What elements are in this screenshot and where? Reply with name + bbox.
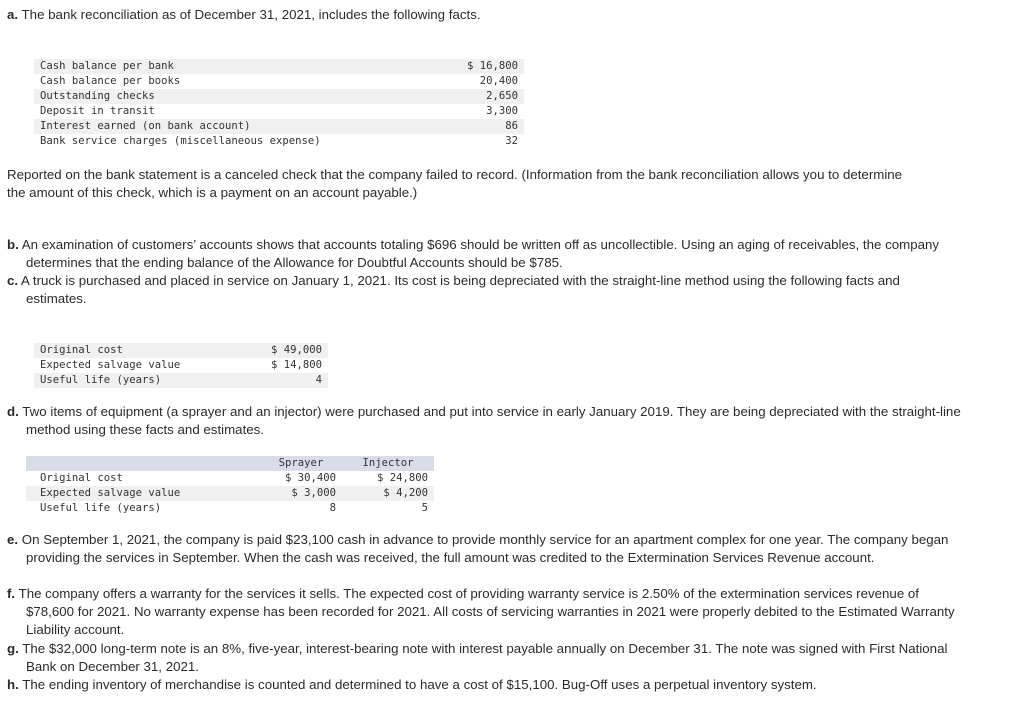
part-c-label: c.	[7, 273, 19, 288]
part-f-item	[7, 585, 961, 639]
part-a-note: Reported on the bank statement is a canceled check that the company failed to record. (Information from the bank reconciliation allows you to determine the amount of this check, which is a payment on an account payable.)	[7, 167, 903, 200]
part-c-text: A truck is purchased and placed in service on January 1, 2021. Its cost is being depreciated with the straight-line method using the following facts and estimates.	[18, 273, 900, 306]
part-e-text: On September 1, 2021, the company is paid $23,100 cash in advance to provide monthly service for an apartment complex for one year. The company began providing the services in September. When the cash was received, the full amount was credited to the Extermination Services Revenue account.	[18, 532, 949, 565]
part-g-text: The $32,000 long-term note is an 8%, five-year, interest-bearing note with interest payable annually on December 31. The note was signed with First National Bank on December 31, 2021.	[18, 641, 948, 674]
table-row	[34, 89, 524, 104]
injector-value: 5	[421, 502, 428, 514]
table-row	[34, 104, 524, 119]
row-value: 2,650	[454, 89, 524, 104]
part-a-text: The bank reconciliation as of December 31, 2021, includes the following facts.	[18, 7, 481, 22]
row-label: Interest earned (on bank account)	[34, 119, 454, 134]
row-value: $ 49,000	[244, 343, 328, 358]
row-label: Cash balance per books	[40, 75, 181, 87]
sprayer-value: $ 3,000	[260, 486, 342, 501]
part-g-item	[7, 640, 961, 676]
column-header-sprayer: Sprayer	[260, 456, 342, 471]
part-c-item	[7, 272, 961, 308]
row-value: 4	[244, 373, 328, 388]
row-value: 32	[505, 135, 518, 147]
row-value: $ 16,800	[454, 59, 524, 74]
part-h-text: The ending inventory of merchandise is counted and determined to have a cost of $15,100. Bug-Off uses a perpetual inventory system.	[18, 677, 817, 692]
row-label: Outstanding checks	[34, 89, 454, 104]
table-row	[34, 358, 328, 373]
part-e-item	[7, 531, 961, 567]
equipment-facts-table	[26, 456, 434, 516]
part-a-intro	[7, 6, 1012, 24]
part-b-text: An examination of customers’ accounts shows that accounts totaling $696 should be written off as uncollectible. Using an aging of receivables, the company determines that the ending balance of the Allowance for Doubtful Accounts should be $785.	[18, 237, 940, 270]
row-label: Original cost	[40, 472, 123, 484]
table-row	[26, 486, 434, 501]
table-row	[34, 134, 524, 149]
row-value: 3,300	[486, 105, 518, 117]
row-value: 20,400	[479, 75, 518, 87]
table-header-row	[26, 456, 434, 471]
header-blank	[26, 456, 260, 471]
row-value: 86	[454, 119, 524, 134]
part-d-text: Two items of equipment (a sprayer and an injector) were purchased and put into service in early January 2019. They are being depreciated with the straight-line method using these facts and estimates.	[18, 404, 961, 437]
part-b-label: b.	[7, 237, 19, 252]
row-label: Original cost	[34, 343, 244, 358]
part-b-item	[7, 236, 961, 272]
table-row	[26, 501, 434, 516]
row-label: Expected salvage value	[40, 359, 181, 371]
row-label: Bank service charges (miscellaneous expense)	[40, 135, 321, 147]
injector-value: $ 4,200	[342, 486, 434, 501]
row-label: Expected salvage value	[26, 486, 260, 501]
injector-value: $ 24,800	[376, 472, 428, 484]
row-label: Useful life (years)	[34, 373, 244, 388]
column-header-injector: Injector	[342, 456, 434, 471]
part-g-label: g.	[7, 641, 19, 656]
part-h-item	[7, 676, 961, 694]
part-a-label: a.	[7, 7, 19, 22]
sprayer-value: $ 30,400	[284, 472, 336, 484]
row-value: $ 14,800	[270, 359, 322, 371]
table-row	[34, 119, 524, 134]
part-f-label: f.	[7, 586, 16, 601]
row-label: Useful life (years)	[40, 502, 162, 514]
bank-reconciliation-table	[34, 59, 524, 149]
part-d-label: d.	[7, 404, 19, 419]
table-row	[26, 471, 434, 486]
table-row	[34, 59, 524, 74]
part-f-text: The company offers a warranty for the services it sells. The expected cost of providing warranty service is 2.50% of the extermination services revenue of $78,600 for 2021. No warranty expense has been recorded for 2021. All costs of servicing warranties in 2021 were properly debited to the Estimated Warranty Liability account.	[15, 586, 955, 637]
table-row	[34, 343, 328, 358]
part-e-label: e.	[7, 532, 19, 547]
table-row	[34, 74, 524, 89]
sprayer-value: 8	[329, 502, 336, 514]
row-label: Deposit in transit	[40, 105, 155, 117]
table-row	[34, 373, 328, 388]
part-d-item	[7, 403, 961, 439]
row-label: Cash balance per bank	[34, 59, 454, 74]
part-h-label: h.	[7, 677, 19, 692]
truck-facts-table	[34, 343, 328, 388]
